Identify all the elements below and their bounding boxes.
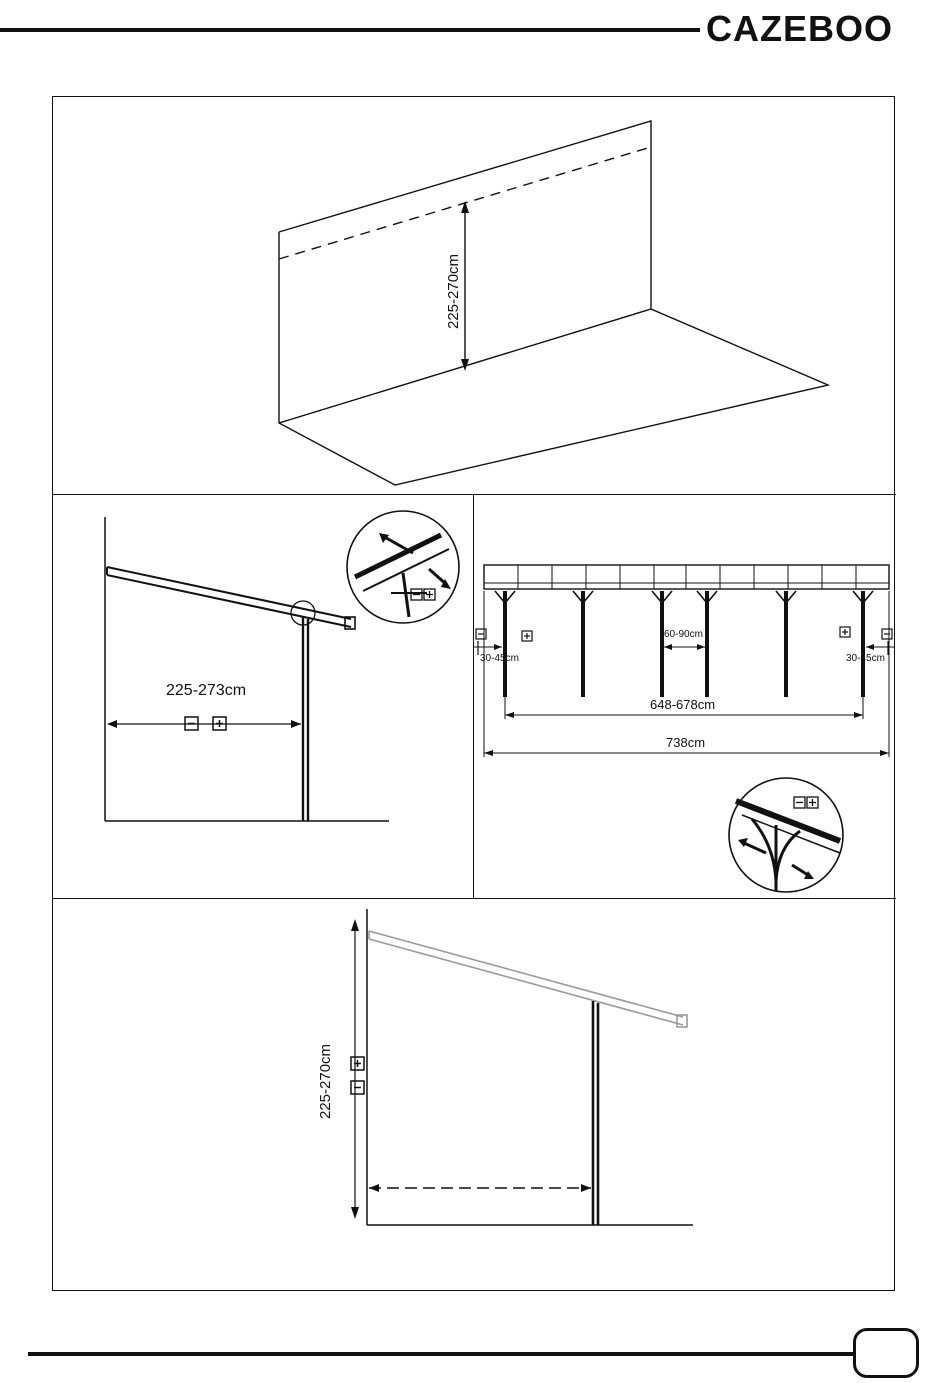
instruction-frame xyxy=(52,96,895,1291)
panel-height-adjust xyxy=(53,899,896,1292)
roof-beam-top xyxy=(369,931,683,1017)
post-span-label: 648-678cm xyxy=(650,697,716,712)
wall-diagram xyxy=(53,97,896,495)
panel-front-spacing xyxy=(474,495,896,899)
page-number-tab xyxy=(853,1328,919,1378)
height-label: 225-270cm xyxy=(317,1043,334,1119)
height-label: 225-270cm xyxy=(445,253,462,329)
panel-side-distance xyxy=(53,495,474,899)
footer-rule xyxy=(28,1352,854,1356)
distance-arrow-left xyxy=(107,720,117,728)
wall-outline xyxy=(279,121,828,485)
front-spacing-diagram xyxy=(474,495,894,899)
height-adjust-diagram xyxy=(53,899,896,1292)
total-length-label: 738cm xyxy=(666,735,706,750)
brand-logo: CAZEBOO xyxy=(706,8,893,49)
roof-beam-bottom xyxy=(107,575,351,627)
distance-label: 225-273cm xyxy=(166,682,247,699)
right-overhang-label: 30-45cm xyxy=(846,653,885,664)
roof-beam-bottom xyxy=(369,939,683,1025)
side-distance-diagram xyxy=(53,495,473,899)
bracket-arrow-right xyxy=(792,865,808,875)
panel-wall-height xyxy=(53,97,896,495)
spacing-label: 60-90cm xyxy=(664,629,703,640)
distance-arrow-right xyxy=(291,720,301,728)
header-rule xyxy=(0,28,700,32)
left-overhang-label: 30-45cm xyxy=(480,653,519,664)
bracket-arrow-left xyxy=(744,843,766,853)
detail-inset-circle xyxy=(347,511,459,623)
